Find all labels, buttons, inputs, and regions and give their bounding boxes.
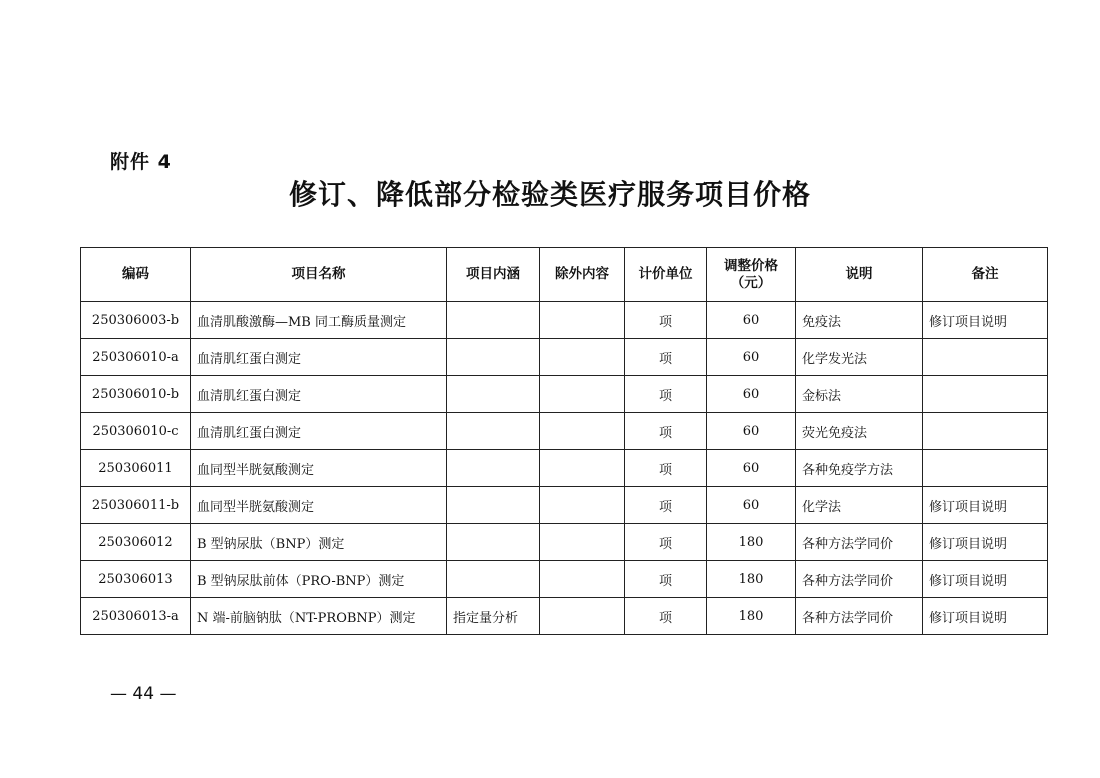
document-title: 修订、降低部分检验类医疗服务项目价格 — [288, 178, 811, 211]
cell-unit: 项 — [625, 561, 707, 598]
cell-price: 60 — [707, 339, 796, 376]
cell-unit: 项 — [625, 302, 707, 339]
cell-excluded — [540, 339, 625, 376]
cell-note: 免疫法 — [796, 302, 923, 339]
header-excluded: 除外内容 — [540, 248, 625, 302]
cell-price: 60 — [707, 450, 796, 487]
cell-remark — [923, 376, 1048, 413]
cell-price: 60 — [707, 376, 796, 413]
cell-note: 各种方法学同价 — [796, 524, 923, 561]
header-code: 编码 — [81, 248, 191, 302]
cell-name: 血同型半胱氨酸测定 — [191, 487, 447, 524]
cell-code: 250306011 — [81, 450, 191, 487]
cell-unit: 项 — [625, 413, 707, 450]
cell-unit: 项 — [625, 339, 707, 376]
cell-unit: 项 — [625, 450, 707, 487]
table-row — [81, 524, 1048, 561]
cell-excluded — [540, 450, 625, 487]
header-price-line1: 调整价格 — [724, 257, 778, 274]
cell-name: B 型钠尿肽前体（PRO-BNP）测定 — [191, 561, 447, 598]
cell-code: 250306012 — [81, 524, 191, 561]
attachment-label: 附件 4 — [110, 151, 172, 173]
cell-remark: 修订项目说明 — [923, 487, 1048, 524]
table-row — [81, 302, 1048, 339]
table-header-row — [81, 248, 1048, 302]
cell-note: 荧光免疫法 — [796, 413, 923, 450]
cell-remark: 修订项目说明 — [923, 561, 1048, 598]
table-row — [81, 487, 1048, 524]
cell-name: 血清肌红蛋白测定 — [191, 413, 447, 450]
cell-code: 250306010-c — [81, 413, 191, 450]
cell-price: 180 — [707, 524, 796, 561]
table-row — [81, 413, 1048, 450]
cell-content — [447, 524, 540, 561]
cell-content — [447, 561, 540, 598]
cell-unit: 项 — [625, 376, 707, 413]
header-content: 项目内涵 — [447, 248, 540, 302]
cell-note: 各种免疫学方法 — [796, 450, 923, 487]
cell-content — [447, 413, 540, 450]
cell-excluded — [540, 524, 625, 561]
cell-excluded — [540, 561, 625, 598]
price-table — [80, 247, 1048, 635]
cell-code: 250306011-b — [81, 487, 191, 524]
cell-code: 250306013 — [81, 561, 191, 598]
cell-code: 250306010-a — [81, 339, 191, 376]
header-price — [707, 248, 796, 302]
header-note: 说明 — [796, 248, 923, 302]
cell-name: B 型钠尿肽（BNP）测定 — [191, 524, 447, 561]
cell-name: 血同型半胱氨酸测定 — [191, 450, 447, 487]
cell-price: 60 — [707, 302, 796, 339]
cell-price: 60 — [707, 487, 796, 524]
cell-remark: 修订项目说明 — [923, 302, 1048, 339]
table-row — [81, 376, 1048, 413]
table-row — [81, 339, 1048, 376]
cell-code: 250306003-b — [81, 302, 191, 339]
header-unit: 计价单位 — [625, 248, 707, 302]
cell-name: 血清肌酸激酶—MB 同工酶质量测定 — [191, 302, 447, 339]
cell-note: 化学法 — [796, 487, 923, 524]
cell-content — [447, 339, 540, 376]
cell-name: 血清肌红蛋白测定 — [191, 376, 447, 413]
cell-name: 血清肌红蛋白测定 — [191, 339, 447, 376]
header-price-line2: （元） — [730, 274, 772, 291]
cell-remark — [923, 339, 1048, 376]
cell-price: 180 — [707, 561, 796, 598]
cell-content — [447, 302, 540, 339]
table-body — [81, 302, 1048, 635]
cell-name: N 端-前脑钠肽（NT-PROBNP）测定 — [191, 598, 447, 635]
cell-unit: 项 — [625, 524, 707, 561]
cell-excluded — [540, 302, 625, 339]
cell-excluded — [540, 376, 625, 413]
cell-code: 250306013-a — [81, 598, 191, 635]
cell-note: 化学发光法 — [796, 339, 923, 376]
cell-content — [447, 376, 540, 413]
header-name: 项目名称 — [191, 248, 447, 302]
cell-remark — [923, 413, 1048, 450]
cell-note: 各种方法学同价 — [796, 598, 923, 635]
cell-unit: 项 — [625, 598, 707, 635]
cell-excluded — [540, 487, 625, 524]
cell-content — [447, 487, 540, 524]
cell-remark — [923, 450, 1048, 487]
cell-code: 250306010-b — [81, 376, 191, 413]
page-number: — 44 — — [110, 684, 177, 704]
cell-price: 180 — [707, 598, 796, 635]
cell-remark: 修订项目说明 — [923, 598, 1048, 635]
cell-note: 金标法 — [796, 376, 923, 413]
cell-unit: 项 — [625, 487, 707, 524]
table-row — [81, 561, 1048, 598]
cell-excluded — [540, 598, 625, 635]
cell-content: 指定量分析 — [447, 598, 540, 635]
cell-excluded — [540, 413, 625, 450]
header-remark: 备注 — [923, 248, 1048, 302]
cell-note: 各种方法学同价 — [796, 561, 923, 598]
cell-remark: 修订项目说明 — [923, 524, 1048, 561]
cell-content — [447, 450, 540, 487]
cell-price: 60 — [707, 413, 796, 450]
table-row — [81, 598, 1048, 635]
table-row — [81, 450, 1048, 487]
